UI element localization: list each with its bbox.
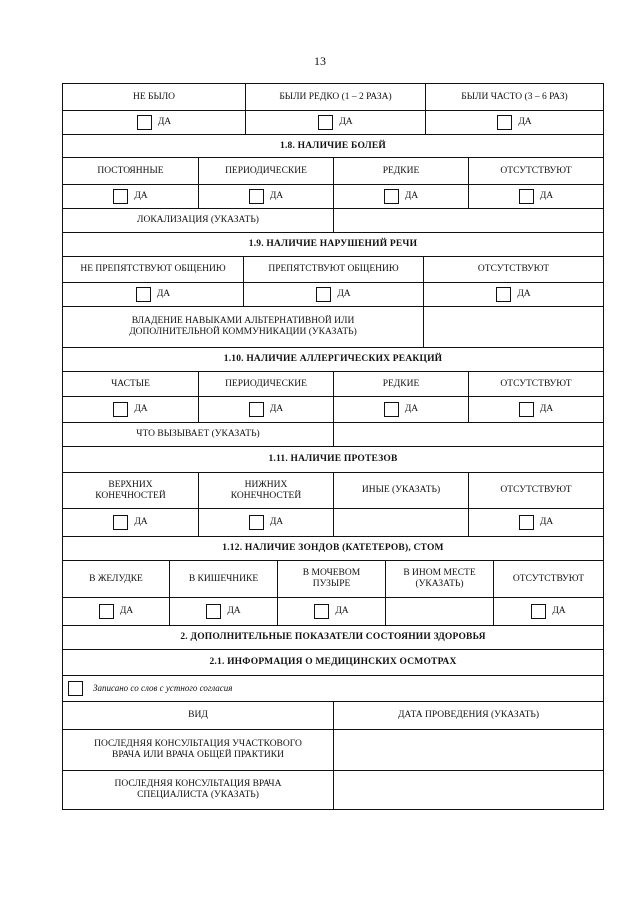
checkbox[interactable] <box>113 515 128 530</box>
section-2-1-title: 2.1. ИНФОРМАЦИЯ О МЕДИЦИНСКИХ ОСМОТРАХ <box>209 657 457 667</box>
pain-section-title-row <box>63 134 603 157</box>
frequency-checkbox-row <box>63 110 603 134</box>
allergy-section-title: 1.10. НАЛИЧИЕ АЛЛЕРГИЧЕСКИХ РЕАКЦИЙ <box>223 354 443 364</box>
checkbox[interactable] <box>136 287 151 302</box>
section-2-1-title-row <box>63 649 603 675</box>
checkbox[interactable] <box>519 402 534 417</box>
speech-no-obstacle-label: НЕ ПРЕПЯТСТВУЮТ ОБЩЕНИЮ <box>80 264 226 274</box>
probes-absent-option[interactable]: ДА <box>493 598 603 625</box>
prosthesis-other-label: ИНЫЕ (УКАЗАТЬ) <box>333 473 468 508</box>
checkbox[interactable] <box>68 681 83 696</box>
exams-row-therapist <box>63 729 603 770</box>
pain-localization-row <box>63 208 603 232</box>
speech-obstacle-label: ПРЕПЯТСТВУЮТ ОБЩЕНИЮ <box>243 257 423 282</box>
pain-checkbox-row <box>63 184 603 208</box>
checkbox[interactable] <box>497 115 512 130</box>
speech-alt-comm-label: ВЛАДЕНИЕ НАВЫКАМИ АЛЬТЕРНАТИВНОЙ ИЛИ ДОПОЛНИТЕЛЬНОЙ КОММУНИКАЦИИ (УКАЗАТЬ) <box>129 316 357 337</box>
freq-often-label: БЫЛИ ЧАСТО (3 – 6 РАЗ) <box>425 84 603 110</box>
exams-header-row <box>63 701 603 729</box>
exams-specialist-date-input[interactable] <box>333 771 603 809</box>
checkbox[interactable] <box>113 402 128 417</box>
prosthesis-absent-label: ОТСУТСТВУЮТ <box>468 473 603 508</box>
freq-often-option[interactable]: ДА <box>425 111 603 134</box>
speech-alt-comm-input[interactable] <box>423 307 603 347</box>
prosthesis-section-title-row <box>63 446 603 472</box>
checkbox[interactable] <box>206 604 221 619</box>
probes-section-title: 1.12. НАЛИЧИЕ ЗОНДОВ (КАТЕТЕРОВ), СТОМ <box>222 543 444 553</box>
pain-localization-label: ЛОКАЛИЗАЦИЯ (УКАЗАТЬ) <box>137 215 259 225</box>
pain-section-title: 1.8. НАЛИЧИЕ БОЛЕЙ <box>280 140 386 151</box>
pain-absent-label: ОТСУТСТВУЮТ <box>468 158 603 184</box>
checkbox[interactable] <box>531 604 546 619</box>
pain-periodic-option[interactable]: ДА <box>198 185 333 208</box>
prosthesis-header-row <box>63 472 603 508</box>
probes-intestine-option[interactable]: ДА <box>169 598 277 625</box>
speech-alt-comm-row <box>63 306 603 347</box>
allergy-checkbox-row <box>63 396 603 422</box>
allergy-section-title-row <box>63 347 603 371</box>
allergy-cause-input[interactable] <box>333 423 603 446</box>
exams-therapist-label: ПОСЛЕДНЯЯ КОНСУЛЬТАЦИЯ УЧАСТКОВОГО ВРАЧА ИЛИ ВРАЧА ОБЩЕЙ ПРАКТИКИ <box>94 739 302 760</box>
speech-absent-label: ОТСУТСТВУЮТ <box>423 257 603 282</box>
pain-absent-option[interactable]: ДА <box>468 185 603 208</box>
freq-never-option[interactable]: ДА <box>63 111 245 134</box>
pain-localization-input[interactable] <box>333 209 603 232</box>
speech-no-obstacle-option[interactable]: ДА <box>63 283 243 306</box>
consent-label: Записано со слов с устного согласия <box>93 683 233 693</box>
allergy-header-row <box>63 371 603 396</box>
speech-absent-option[interactable]: ДА <box>423 283 603 306</box>
section-2-title: 2. ДОПОЛНИТЕЛЬНЫЕ ПОКАЗАТЕЛИ СОСТОЯНИИ ЗДОРОВЬЯ <box>180 632 486 642</box>
prosthesis-absent-option[interactable]: ДА <box>468 509 603 536</box>
probes-absent-label: ОТСУТСТВУЮТ <box>493 561 603 597</box>
checkbox[interactable] <box>249 402 264 417</box>
checkbox[interactable] <box>99 604 114 619</box>
allergy-periodic-label: ПЕРИОДИЧЕСКИЕ <box>198 372 333 396</box>
pain-rare-label: РЕДКИЕ <box>333 158 468 184</box>
prosthesis-checkbox-row <box>63 508 603 536</box>
probes-section-title-row <box>63 536 603 560</box>
frequency-header-row <box>63 84 603 110</box>
probes-stomach-label: В ЖЕЛУДКЕ <box>89 573 143 584</box>
exams-date-header: ДАТА ПРОВЕДЕНИЯ (УКАЗАТЬ) <box>333 702 603 729</box>
speech-section-title-row <box>63 232 603 256</box>
exams-therapist-date-input[interactable] <box>333 730 603 770</box>
prosthesis-upper-option[interactable]: ДА <box>63 509 198 536</box>
freq-rarely-label: БЫЛИ РЕДКО (1 – 2 РАЗА) <box>245 84 425 110</box>
allergy-frequent-label: ЧАСТЫЕ <box>111 378 150 389</box>
prosthesis-section-title: 1.11. НАЛИЧИЕ ПРОТЕЗОВ <box>268 454 398 464</box>
health-form <box>62 83 604 810</box>
pain-periodic-label: ПЕРИОДИЧЕСКИЕ <box>198 158 333 184</box>
checkbox[interactable] <box>384 189 399 204</box>
allergy-cause-label: ЧТО ВЫЗЫВАЕТ (УКАЗАТЬ) <box>136 429 260 439</box>
allergy-periodic-option[interactable]: ДА <box>198 397 333 422</box>
probes-bladder-label: В МОЧЕВОМ ПУЗЫРЕ <box>277 561 385 597</box>
speech-obstacle-option[interactable]: ДА <box>243 283 423 306</box>
probes-other-input[interactable] <box>385 598 493 625</box>
pain-rare-option[interactable]: ДА <box>333 185 468 208</box>
exams-type-header: ВИД <box>188 710 208 720</box>
checkbox[interactable] <box>113 189 128 204</box>
pain-header-row <box>63 157 603 184</box>
checkbox[interactable] <box>496 287 511 302</box>
page-number: 13 <box>314 54 326 68</box>
prosthesis-upper-label: ВЕРХНИХ КОНЕЧНОСТЕЙ <box>95 479 166 501</box>
probes-other-label: В ИНОМ МЕСТЕ (УКАЗАТЬ) <box>385 561 493 597</box>
probes-intestine-label: В КИШЕЧНИКЕ <box>169 561 277 597</box>
prosthesis-other-input[interactable] <box>333 509 468 536</box>
checkbox[interactable] <box>316 287 331 302</box>
exams-specialist-label: ПОСЛЕДНЯЯ КОНСУЛЬТАЦИЯ ВРАЧА СПЕЦИАЛИСТА (УКАЗАТЬ) <box>114 779 282 800</box>
checkbox[interactable] <box>318 115 333 130</box>
allergy-absent-option[interactable]: ДА <box>468 397 603 422</box>
checkbox[interactable] <box>384 402 399 417</box>
pain-constant-label: ПОСТОЯННЫЕ <box>97 165 164 176</box>
allergy-rare-option[interactable]: ДА <box>333 397 468 422</box>
checkbox[interactable] <box>519 189 534 204</box>
allergy-rare-label: РЕДКИЕ <box>333 372 468 396</box>
checkbox[interactable] <box>137 115 152 130</box>
speech-section-title: 1.9. НАЛИЧИЕ НАРУШЕНИЙ РЕЧИ <box>248 239 418 249</box>
prosthesis-lower-option[interactable]: ДА <box>198 509 333 536</box>
probes-checkbox-row <box>63 597 603 625</box>
speech-header-row <box>63 256 603 282</box>
consent-option[interactable] <box>63 676 603 701</box>
speech-checkbox-row <box>63 282 603 306</box>
allergy-absent-label: ОТСУТСТВУЮТ <box>468 372 603 396</box>
section-2-title-row <box>63 625 603 649</box>
checkbox[interactable] <box>249 515 264 530</box>
allergy-cause-row <box>63 422 603 446</box>
checkbox[interactable] <box>519 515 534 530</box>
exams-row-specialist <box>63 770 603 809</box>
probes-bladder-option[interactable]: ДА <box>277 598 385 625</box>
freq-never-label: НЕ БЫЛО <box>132 91 176 102</box>
prosthesis-lower-label: НИЖНИХ КОНЕЧНОСТЕЙ <box>198 473 333 508</box>
checkbox[interactable] <box>249 189 264 204</box>
probes-stomach-option[interactable]: ДА <box>63 598 169 625</box>
probes-header-row <box>63 560 603 597</box>
allergy-frequent-option[interactable]: ДА <box>63 397 198 422</box>
pain-constant-option[interactable]: ДА <box>63 185 198 208</box>
consent-row <box>63 675 603 701</box>
freq-rarely-option[interactable]: ДА <box>245 111 425 134</box>
checkbox[interactable] <box>314 604 329 619</box>
